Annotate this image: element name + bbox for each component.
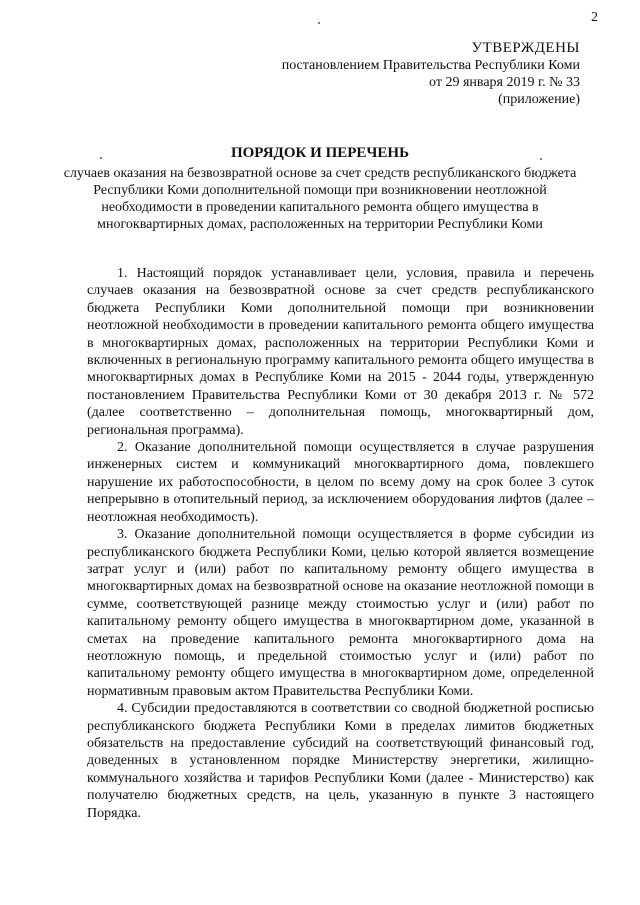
scan-speck (318, 22, 320, 24)
page-number: 2 (591, 10, 598, 25)
paragraph-3: 3. Оказание дополнительной помощи осуществляется в форме субсидии из республиканского бюджета Республики Коми, целью которой является возмещение затрат услуг и (или) работ по капитальному ремонту общего имущества в многоквартирных домах на безвозвратной основе на оказание неотложной помощи в сумме, соответствующей разнице между стоимостью услуг и (или) работ по капитальному ремонту общего имущества в многоквартирном доме, указанной в сметах на проведение капитального ремонта многоквартирного дома на неотложную помощь, и предельной стоимостью услуг и (или) работ по капитальному ремонту общего имущества в многоквартирном доме, определенной нормативным правовым актом Правительства Республики Коми. (87, 527, 594, 699)
approval-stamp (282, 40, 580, 108)
approval-heading: УТВЕРЖДЕНЫ (471, 40, 580, 56)
document-subtitle: случаев оказания на безвозвратной основе за счет средств республиканского бюджета Республики Коми дополнительной помощи при возникновении неотложной необходимости в проведении капитального ремонта общего имущества в многоквартирных домах, расположенных на территории Республики Коми (63, 166, 577, 232)
document-title-block (60, 145, 580, 233)
document-title: ПОРЯДОК И ПЕРЕЧЕНЬ (230, 145, 410, 161)
document-body (87, 265, 594, 822)
paragraph-4: 4. Субсидии предоставляются в соответствии со сводной бюджетной росписью республиканского бюджета Республики Коми в пределах лимитов бюджетных обязательств на предоставление субсидий на соответствующий финансовый год, доведенных в установленном порядке Министерству энергетики, жилищно-коммунального хозяйства и тарифов Республики Коми (далее - Министерство) как получателю бюджетных средств, на цель, указанную в пункте 3 настоящего Порядка. (87, 701, 594, 821)
approval-date: от 29 января 2019 г. № 33 (429, 75, 580, 90)
approval-annex: (приложение) (498, 92, 580, 107)
paragraph-2: 2. Оказание дополнительной помощи осуществляется в случае разрушения инженерных систем и коммуникаций многоквартирного дома, повлекшего нарушение их работоспособности, в целом по всему дому на срок более 3 суток непрерывно в отопительный период, за исключением оборудования лифтов (далее – неотложная необходимость). (87, 440, 594, 525)
paragraph-1: 1. Настоящий порядок устанавливает цели, условия, правила и перечень случаев оказания на безвозвратной основе за счет средств республиканского бюджета Республики Коми дополнительной помощи при возникновении неотложной необходимости в проведении капитального ремонта общего имущества в многоквартирных домах, расположенных на территории Республики Коми и включенных в региональную программу капитального ремонта общего имущества в многоквартирных домах в Республике Коми на 2015 - 2044 годы, утвержденную постановлением Правительства Республики Коми от 30 декабря 2013 г. № 572 (далее соответственно – дополнительная помощь, многоквартирный дом, региональная программа). (87, 266, 594, 438)
approval-resolution: постановлением Правительства Республики Коми (281, 58, 580, 73)
